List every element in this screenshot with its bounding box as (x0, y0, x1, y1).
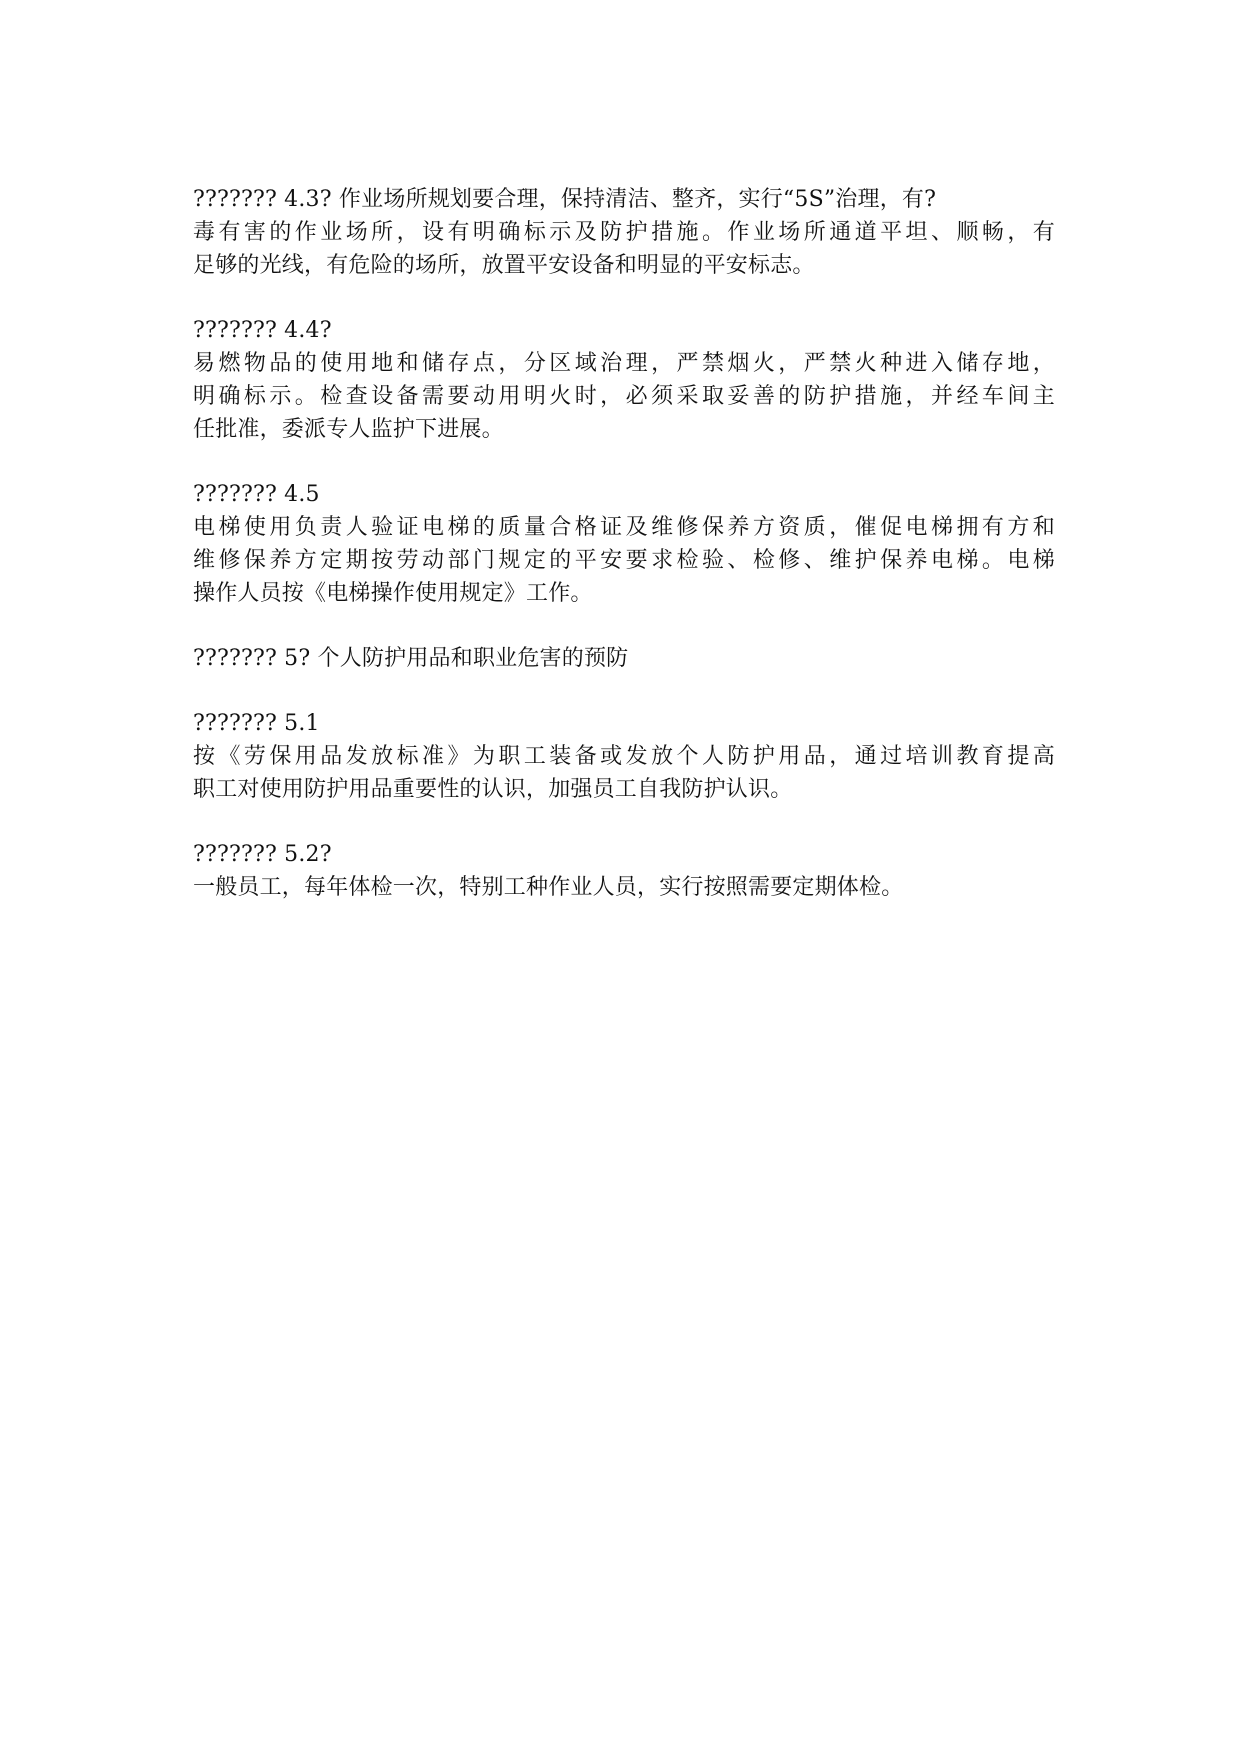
document-body (193, 183, 1055, 936)
section-4-5 (193, 478, 1055, 610)
section-5-2-line-1: 一般员工，每年体检一次，特别工种作业人员，实行按照需要定期体检。 (193, 875, 904, 900)
section-5-1-heading: ??????? 5.1 (193, 711, 320, 736)
section-5-1-line-2: 职工对使用防护用品重要性的认识，加强员工自我防护认识。 (193, 777, 793, 802)
section-4-4-line-2: 明确标示。检查设备需要动用明火时，必须采取妥善的防护措施，并经车间主 (193, 384, 1055, 409)
section-5-1 (193, 707, 1055, 806)
section-4-5-line-1: 电梯使用负责人验证电梯的质量合格证及维修保养方资质，催促电梯拥有方和 (193, 515, 1055, 540)
section-5-title (193, 642, 1055, 675)
section-5-2 (193, 838, 1055, 904)
section-4-3-line-3: 足够的光线，有危险的场所，放置平安设备和明显的平安标志。 (193, 253, 815, 278)
section-4-4-line-3: 任批准，委派专人监护下进展。 (193, 417, 504, 442)
section-4-5-heading: ??????? 4.5 (193, 482, 320, 507)
section-4-3-line-1: ??????? 4.3? 作业场所规划要合理，保持清洁、整齐，实行“5S”治理，有? (193, 187, 937, 212)
section-5-heading: ??????? 5? 个人防护用品和职业危害的预防 (193, 646, 629, 671)
section-4-5-line-2: 维修保养方定期按劳动部门规定的平安要求检验、检修、维护保养电梯。电梯 (193, 548, 1055, 573)
section-5-2-heading: ??????? 5.2? (193, 842, 332, 867)
section-4-4-line-1: 易燃物品的使用地和储存点，分区域治理，严禁烟火，严禁火种进入储存地， (193, 351, 1055, 376)
section-4-4-heading: ??????? 4.4? (193, 318, 332, 343)
section-4-4 (193, 314, 1055, 446)
section-4-5-line-3: 操作人员按《电梯操作使用规定》工作。 (193, 581, 593, 606)
section-4-3 (193, 183, 1055, 282)
section-5-1-line-1: 按《劳保用品发放标准》为职工装备或发放个人防护用品，通过培训教育提高 (193, 744, 1055, 769)
section-4-3-line-2: 毒有害的作业场所，设有明确标示及防护措施。作业场所通道平坦、顺畅，有 (193, 220, 1055, 245)
